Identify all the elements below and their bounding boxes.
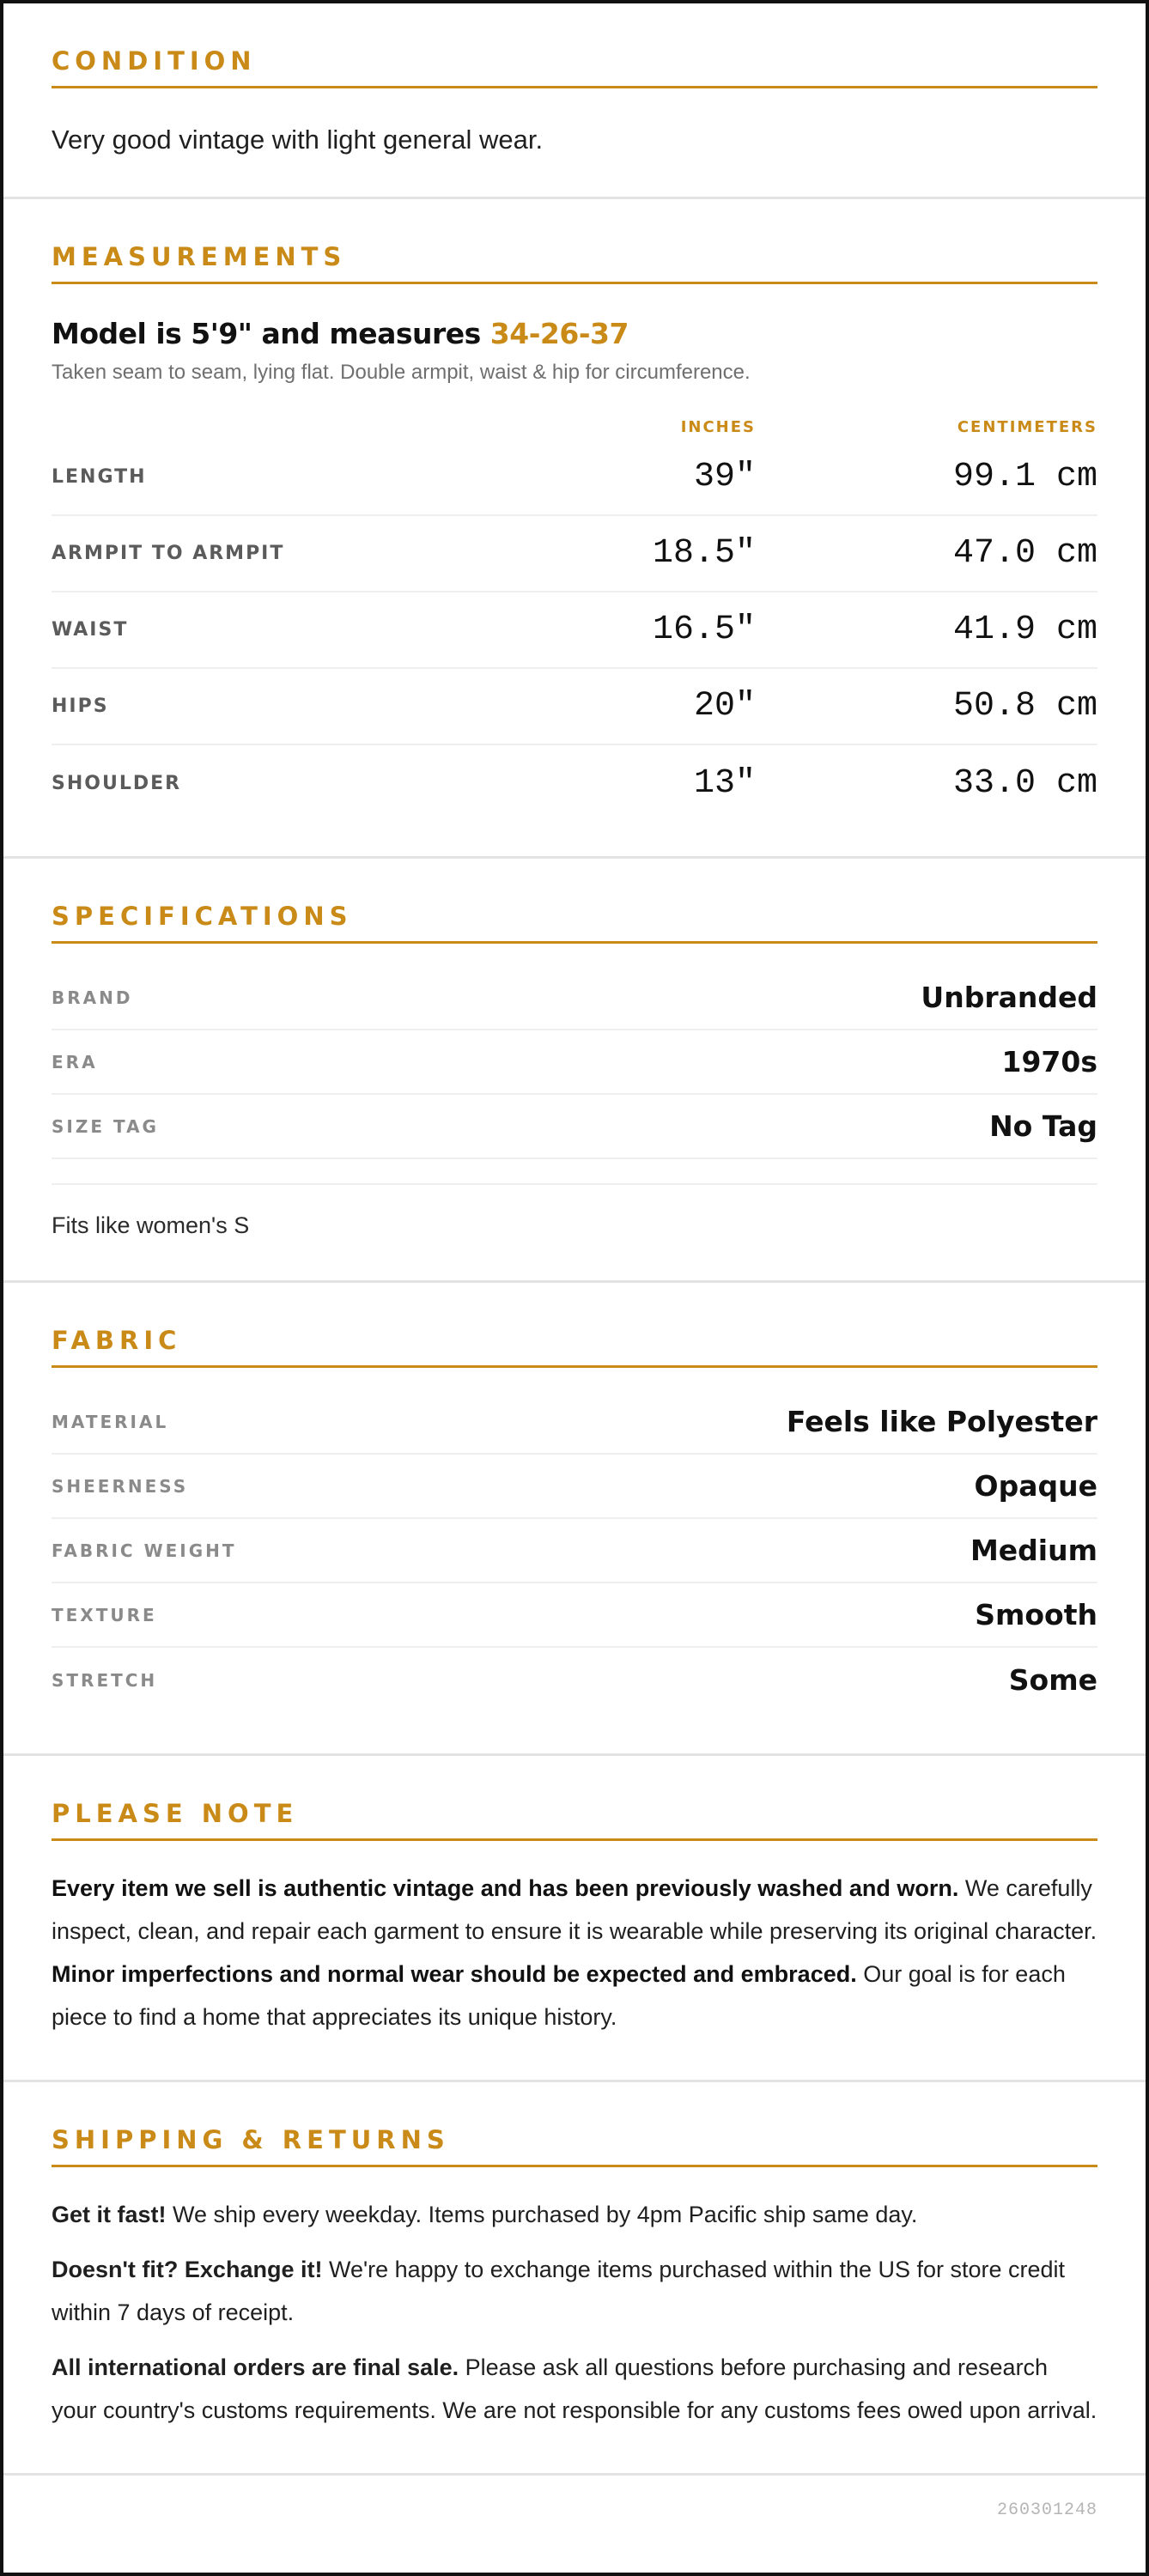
shipping-paragraph-3	[52, 2346, 1097, 2432]
shipping-bold-3: All international orders are final sale.	[52, 2354, 459, 2380]
measurement-inches: 18.5"	[652, 534, 756, 573]
shipping-text-2: We're happy to exchange items purchased within the US for store credit within 7 days of receipt.	[52, 2257, 1066, 2325]
note-bold-2: Minor imperfections and normal wear should be expected and embraced.	[52, 1961, 857, 1987]
fabric-row	[52, 1519, 1097, 1583]
spec-row	[52, 1095, 1097, 1159]
measurement-inches: 20"	[693, 687, 756, 726]
model-measures-line	[52, 317, 1097, 350]
spec-key: ERA	[52, 1051, 98, 1072]
measurement-row	[52, 440, 1097, 516]
measurement-cm: 50.8 cm	[952, 687, 1097, 726]
measurements-title: MEASUREMENTS	[52, 242, 1097, 284]
inches-column-header: INCHES	[680, 417, 756, 436]
product-code: 260301248	[996, 2500, 1097, 2520]
measurement-row	[52, 592, 1097, 669]
fabric-value: Opaque	[974, 1469, 1097, 1503]
measurement-inches: 13"	[693, 764, 756, 803]
fabric-key: FABRIC WEIGHT	[52, 1540, 237, 1561]
spec-value: 1970s	[1001, 1045, 1097, 1078]
shipping-paragraph-2	[52, 2248, 1097, 2334]
shipping-bold-1: Get it fast!	[52, 2202, 167, 2227]
condition-text: Very good vintage with light general wear.	[52, 125, 544, 155]
spec-row	[52, 1030, 1097, 1095]
specifications-section	[3, 859, 1146, 1283]
model-measures-value: 34-26-37	[489, 317, 629, 350]
specifications-title: SPECIFICATIONS	[52, 902, 1097, 944]
shipping-text-1: We ship every weekday. Items purchased by 4pm Pacific ship same day.	[166, 2202, 918, 2227]
note-text-1: We carefully inspect, clean, and repair each garment to ensure it is wearable while preserving its original character.	[52, 1875, 1097, 1944]
measurement-label: SHOULDER	[52, 773, 182, 794]
spec-key: BRAND	[52, 987, 133, 1008]
measurements-table	[52, 440, 1097, 822]
measurement-cm: 99.1 cm	[952, 458, 1097, 496]
measurement-row	[52, 669, 1097, 745]
measurement-label: WAIST	[52, 619, 129, 641]
spec-row	[52, 966, 1097, 1030]
measurement-label: ARMPIT TO ARMPIT	[52, 543, 285, 564]
condition-title: CONDITION	[52, 46, 1097, 88]
centimeters-column-header: CENTIMETERS	[957, 417, 1097, 436]
fit-note: Fits like women's S	[52, 1183, 1097, 1239]
shipping-paragraph-1	[52, 2193, 1097, 2236]
shipping-bold-2: Doesn't fit? Exchange it!	[52, 2257, 323, 2282]
fabric-section	[3, 1283, 1146, 1756]
note-text-2: Our goal is for each piece to find a home that appreciates its unique history.	[52, 1961, 1066, 2030]
measurement-inches: 39"	[693, 458, 756, 496]
measurement-inches: 16.5"	[652, 611, 756, 649]
measurement-row	[52, 516, 1097, 592]
measurement-label: LENGTH	[52, 466, 147, 488]
shipping-text-3: Please ask all questions before purchasing and research your country's customs requirements. We are not responsible for any customs fees owed upon arrival.	[52, 2354, 1097, 2423]
please-note-text	[52, 1867, 1097, 2038]
fabric-key: TEXTURE	[52, 1604, 157, 1625]
measurement-label: HIPS	[52, 696, 109, 717]
shipping-section	[3, 2082, 1146, 2476]
fabric-title: FABRIC	[52, 1326, 1097, 1368]
measurement-cm: 33.0 cm	[952, 764, 1097, 803]
fabric-value: Smooth	[975, 1598, 1097, 1631]
measurement-row	[52, 745, 1097, 822]
fabric-value: Feels like Polyester	[786, 1405, 1097, 1438]
fabric-row	[52, 1648, 1097, 1712]
measurement-cm: 41.9 cm	[952, 611, 1097, 649]
fabric-row	[52, 1390, 1097, 1455]
fabric-row	[52, 1583, 1097, 1648]
spec-value: Unbranded	[921, 981, 1097, 1014]
fabric-list	[52, 1390, 1097, 1712]
fabric-key: MATERIAL	[52, 1411, 169, 1432]
fabric-row	[52, 1455, 1097, 1519]
condition-section	[3, 3, 1146, 199]
measurement-cm: 47.0 cm	[952, 534, 1097, 573]
fabric-key: STRETCH	[52, 1669, 158, 1691]
measurements-header	[52, 414, 1097, 440]
fabric-key: SHEERNESS	[52, 1475, 189, 1497]
measurements-section	[3, 199, 1146, 859]
specifications-list	[52, 966, 1097, 1159]
measurements-subtitle: Taken seam to seam, lying flat. Double armpit, waist & hip for circumference.	[52, 361, 751, 384]
fabric-value: Medium	[970, 1534, 1097, 1567]
spec-value: No Tag	[989, 1109, 1097, 1143]
note-bold-1: Every item we sell is authentic vintage and has been previously washed and worn.	[52, 1875, 959, 1901]
spec-key: SIZE TAG	[52, 1115, 159, 1137]
please-note-title: PLEASE NOTE	[52, 1799, 1097, 1841]
footer	[3, 2476, 1146, 2544]
shipping-title: SHIPPING & RETURNS	[52, 2125, 1097, 2167]
fabric-value: Some	[1008, 1663, 1097, 1697]
model-measures-prefix: Model is 5'9" and measures	[52, 317, 490, 350]
please-note-section	[3, 1756, 1146, 2082]
